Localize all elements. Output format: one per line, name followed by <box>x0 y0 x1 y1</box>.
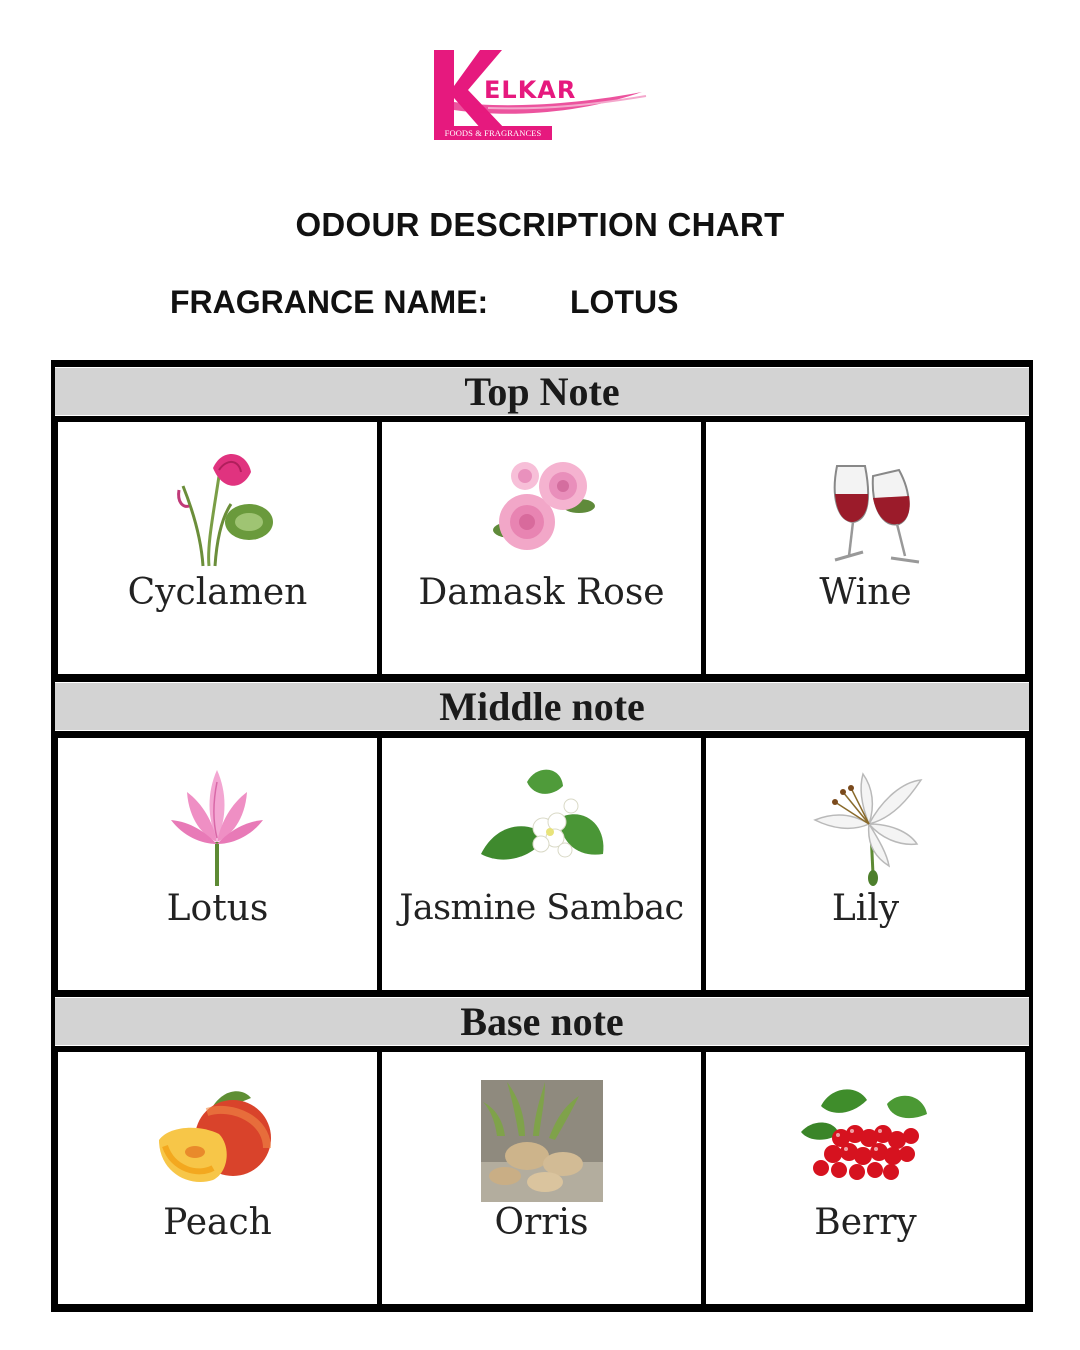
middle-note-header: Middle note <box>55 682 1029 731</box>
orris-root-icon <box>467 1076 617 1206</box>
note-cell-cyclamen <box>58 422 377 674</box>
note-cell-orris <box>382 1052 701 1304</box>
odour-chart-table <box>51 360 1033 1312</box>
peach-fruit-icon <box>143 1076 293 1206</box>
note-cell-lily <box>706 738 1025 990</box>
cyclamen-flower-icon <box>143 446 293 576</box>
svg-text:ELKAR: ELKAR <box>484 76 577 104</box>
logo-tagline: FOODS & FRAGRANCES <box>434 126 552 140</box>
note-label: Peach <box>163 1202 272 1243</box>
base-note-header: Base note <box>55 997 1029 1046</box>
note-cell-peach <box>58 1052 377 1304</box>
lotus-flower-icon <box>143 762 293 892</box>
top-note-header: Top Note <box>55 367 1029 416</box>
kelkar-logo <box>428 44 658 144</box>
note-cell-berry <box>706 1052 1025 1304</box>
note-cell-damask-rose <box>382 422 701 674</box>
fragrance-name-value: LOTUS <box>570 284 679 320</box>
note-cell-lotus <box>58 738 377 990</box>
lily-flower-icon <box>791 762 941 892</box>
note-label: Lotus <box>166 888 269 929</box>
redcurrant-berry-icon <box>791 1076 941 1206</box>
note-cell-wine <box>706 422 1025 674</box>
note-label: Berry <box>814 1202 917 1243</box>
note-label: Lily <box>831 888 900 929</box>
note-label: Jasmine Sambac <box>399 888 684 928</box>
note-cell-jasmine-sambac <box>382 738 701 990</box>
note-label: Damask Rose <box>418 572 665 613</box>
note-label: Orris <box>494 1202 589 1243</box>
note-label: Cyclamen <box>127 572 308 613</box>
damask-rose-icon <box>467 446 617 576</box>
wine-glasses-icon <box>791 446 941 576</box>
jasmine-flower-icon <box>467 762 617 892</box>
note-label: Wine <box>819 572 912 613</box>
fragrance-name-label: FRAGRANCE NAME: <box>170 284 489 320</box>
document-title: ODOUR DESCRIPTION CHART <box>295 206 785 243</box>
